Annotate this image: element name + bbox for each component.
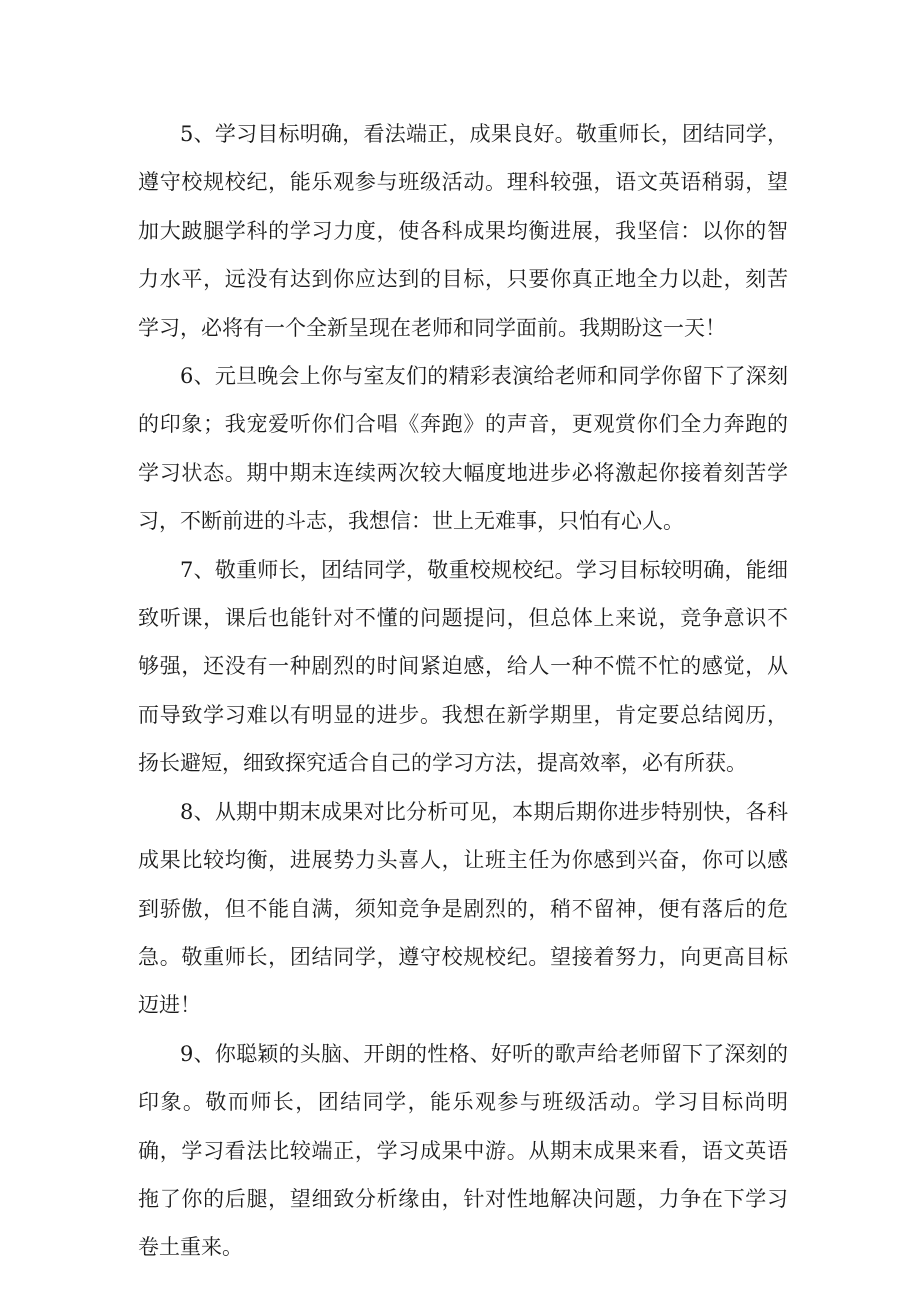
document-body	[138, 110, 788, 1272]
paragraph-comment-5: 5、学习目标明确，看法端正，成果良好。敬重师长，团结同学，遵守校规校纪，能乐观参与班级活动。理科较强，语文英语稍弱，望加大跛腿学科的学习力度，使各科成果均衡进展，我坚信：以你的智力水平，远没有达到你应达到的目标，只要你真正地全力以赴，刻苦学习，必将有一个全新呈现在老师和同学面前。我期盼这一天！	[138, 122, 788, 340]
paragraph-comment-6: 6、元旦晚会上你与室友们的精彩表演给老师和同学你留下了深刻的印象；我宠爱听你们合唱《奔跑》的声音，更观赏你们全力奔跑的学习状态。期中期末连续两次较大幅度地进步必将激起你接着刻苦学习，不断前进的斗志，我想信：世上无难事，只怕有心人。	[138, 364, 788, 534]
paragraph-comment-9: 9、你聪颖的头脑、开朗的性格、好听的歌声给老师留下了深刻的印象。敬而师长，团结同学，能乐观参与班级活动。学习目标尚明确，学习看法比较端正，学习成果中游。从期末成果来看，语文英语拖了你的后腿，望细致分析缘由，针对性地解决问题，力争在下学习卷土重来。	[138, 1041, 788, 1260]
paragraph-comment-7: 7、敬重师长，团结同学，敬重校规校纪。学习目标较明确，能细致听课，课后也能针对不懂的问题提问，但总体上来说，竞争意识不够强，还没有一种剧烈的时间紧迫感，给人一种不慌不忙的感觉，从而导致学习难以有明显的进步。我想在新学期里，肯定要总结阅历，扬长避短，细致探究适合自己的学习方法，提高效率，必有所获。	[138, 557, 788, 776]
paragraph-comment-8: 8、从期中期末成果对比分析可见，本期后期你进步特别快，各科成果比较均衡，进展势力头喜人，让班主任为你感到兴奋，你可以感到骄傲，但不能自满，须知竞争是剧烈的，稍不留神，便有落后的危急。敬重师长，团结同学，遵守校规校纪。望接着努力，向更高目标迈进！	[138, 799, 788, 1018]
